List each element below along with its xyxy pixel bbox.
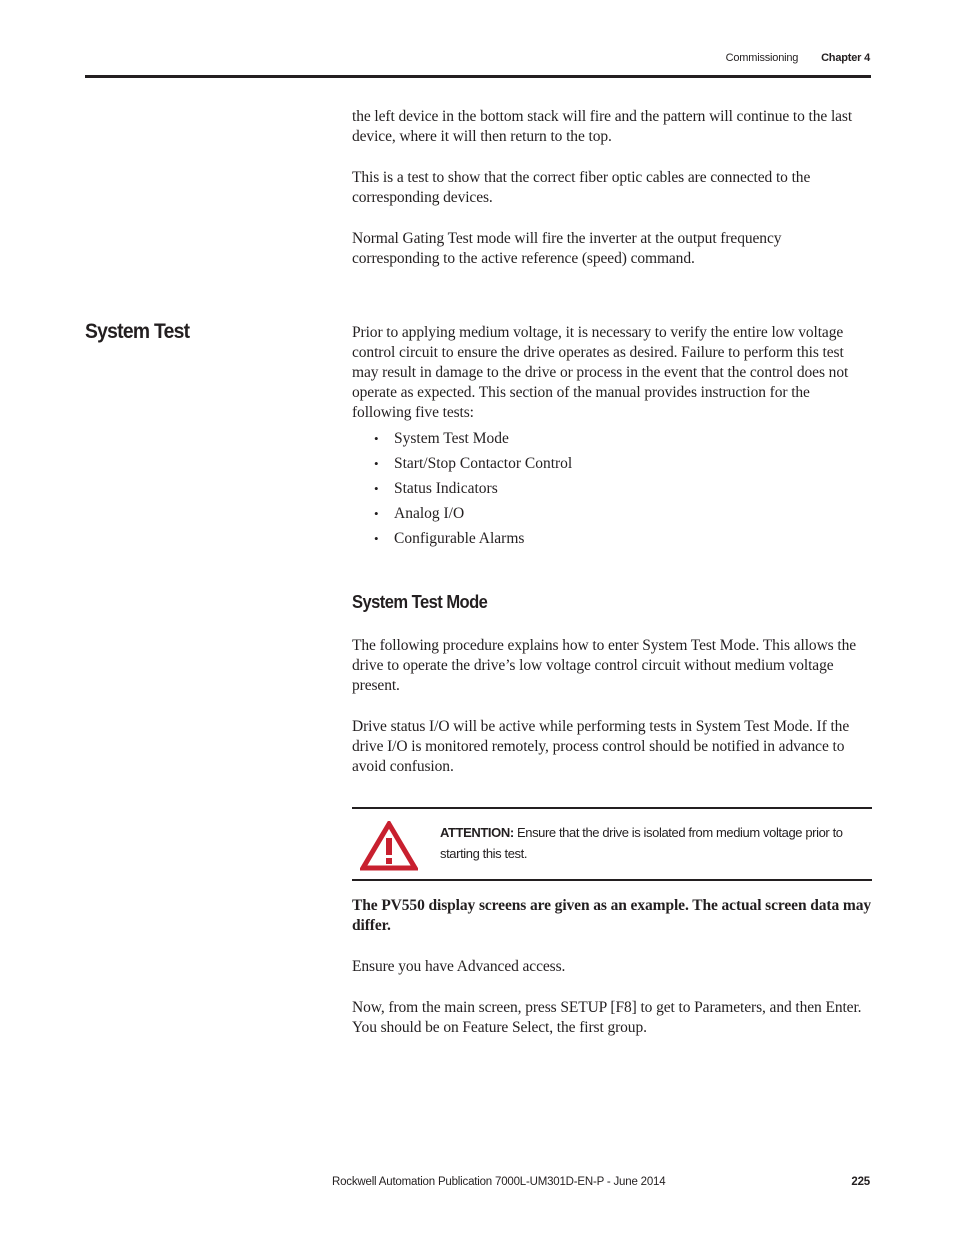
system-test-section bbox=[352, 323, 872, 551]
display-note: The PV550 display screens are given as an example. The actual screen data may differ. bbox=[352, 897, 872, 934]
procedure-paragraph: Ensure you have Advanced access. bbox=[352, 958, 566, 975]
list-item: • Configurable Alarms bbox=[352, 526, 872, 551]
procedure-section bbox=[352, 896, 872, 1038]
header-section: Commissioning bbox=[725, 52, 799, 64]
attention-box bbox=[352, 807, 872, 881]
list-item: • Analog I/O bbox=[352, 501, 872, 526]
intro-paragraph: Normal Gating Test mode will fire the inverter at the output frequency corresponding to the active reference (speed) command. bbox=[352, 230, 782, 267]
intro-paragraph: the left device in the bottom stack will fire and the pattern will continue to the last device, where it will then return to the top. bbox=[352, 108, 853, 145]
header-chapter: Chapter 4 bbox=[821, 52, 870, 64]
mode-paragraph: The following procedure explains how to enter System Test Mode. This allows the drive to operate the drive’s low voltage control circuit without medium voltage present. bbox=[352, 637, 857, 694]
running-header bbox=[726, 52, 870, 64]
attention-label: ATTENTION: bbox=[440, 825, 514, 840]
mode-paragraph: Drive status I/O will be active while performing tests in System Test Mode. If the drive I/O is monitored remotely, process control should be notified in advance to avoid confusion. bbox=[352, 718, 850, 775]
test-list bbox=[352, 426, 872, 551]
subsection-heading: System Test Mode bbox=[352, 592, 488, 612]
footer-publication: Rockwell Automation Publication 7000L-UM301D-EN-P - June 2014 bbox=[332, 1176, 666, 1188]
list-item: • Status Indicators bbox=[352, 476, 872, 501]
procedure-paragraph: Now, from the main screen, press SETUP [F8] to get to Parameters, and then Enter. You should be on Feature Select, the first group. bbox=[352, 999, 862, 1036]
page-number: 225 bbox=[851, 1176, 870, 1188]
system-test-paragraph: Prior to applying medium voltage, it is necessary to verify the entire low voltage control circuit to ensure the drive operates as desired. Failure to perform this test may result in damage to the drive or process in the event that the control does not operate as expected. This section of the manual provides instruction for the following five tests: bbox=[352, 324, 849, 421]
intro-section bbox=[352, 107, 872, 269]
list-item: • Start/Stop Contactor Control bbox=[352, 451, 872, 476]
warning-triangle-icon bbox=[360, 821, 418, 871]
intro-paragraph: This is a test to show that the correct fiber optic cables are connected to the corresponding devices. bbox=[352, 169, 811, 206]
header-rule bbox=[85, 75, 871, 78]
section-heading: System Test bbox=[85, 320, 190, 343]
list-item: • System Test Mode bbox=[352, 426, 872, 451]
system-test-mode-section bbox=[352, 592, 872, 777]
attention-message: Ensure that the drive is isolated from medium voltage prior to starting this test. bbox=[440, 825, 843, 861]
attention-text bbox=[440, 822, 860, 864]
